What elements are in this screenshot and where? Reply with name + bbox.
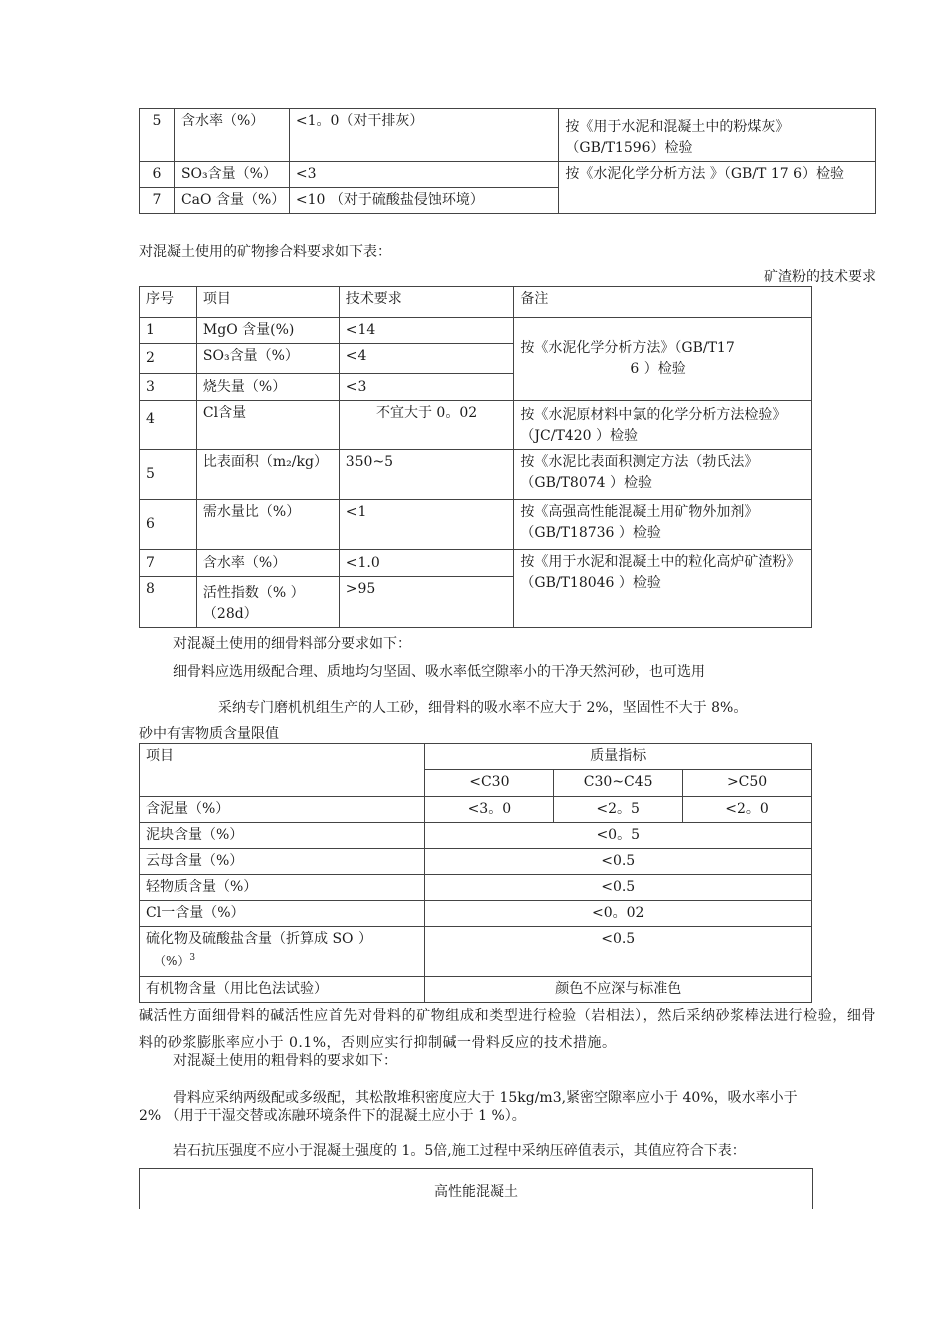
table-cell: SO₃含量（%） (174, 162, 289, 188)
table-cell (140, 927, 425, 977)
table-cell: 烧失量（%） (196, 374, 339, 401)
coarse-p1: 骨料应采纳两级配或多级配，其松散堆积密度应大于 15kg/m3,紧密空隙率应小于 40%，吸水率小于 (173, 1090, 798, 1106)
table-header: 技术要求 (339, 287, 514, 318)
table-cell: 8 (140, 577, 197, 628)
sulfide-item-2 (146, 950, 418, 969)
table-cell: 颜色不应深与标准色 (425, 977, 812, 1003)
coarse-p1b: 2% （用于干湿交替或冻融环境条件下的混凝土应小于 1 %）。 (139, 1108, 526, 1124)
table-cell: SO₃含量（%） (196, 344, 339, 374)
table-cell: 2 (140, 344, 197, 374)
table-cell: 按《水泥比表面积测定方法（勃氏法》（GB/T8074 ）检验 (514, 450, 812, 500)
table-cell: 7 (140, 188, 175, 214)
slag-caption: 矿渣粉的技术要求 (764, 269, 876, 285)
sulfide-item: 硫化物及硫酸盐含量（折算成 SO ） (146, 931, 372, 947)
table-cell: 不宜大于 0。02 (339, 401, 514, 450)
note-line: 6 ）检验 (630, 361, 686, 377)
table-cell: 3 (140, 374, 197, 401)
table-cell: 泥块含量（%） (140, 823, 425, 849)
table-cell: <3。0 (425, 797, 554, 823)
fine-agg-p1: 细骨料应选用级配合理、质地均匀坚固、吸水率低空隙率小的干净天然河砂，也可选用 (173, 664, 705, 680)
table-cell: <0.5 (425, 849, 812, 875)
table-cell: CaO 含量（%） (174, 188, 289, 214)
table-cell: <4 (339, 344, 514, 374)
table-cell: 按《用于水泥和混凝土中的粒化高炉矿渣粉》（GB/T18046 ）检验 (514, 550, 812, 628)
grade-header: <C30 (425, 770, 554, 797)
table-cell: <1 (339, 500, 514, 550)
slag-table (139, 286, 812, 628)
table-cell: 含水率（%） (174, 109, 289, 162)
table-cell: 需水量比（%） (196, 500, 339, 550)
table-cell: 按《高强高性能混凝土用矿物外加剂》（GB/T18736 ）检验 (514, 500, 812, 550)
table-cell: 按《水泥原材料中氯的化学分析方法检验》（JC/T420 ）检验 (514, 401, 812, 450)
table-cell: <0。5 (425, 823, 812, 849)
table-cell: 活性指数（% ）（28d） (196, 577, 339, 628)
table-cell: 轻物质含量（%） (140, 875, 425, 901)
table-cell: 4 (140, 401, 197, 450)
table-cell: <14 (339, 318, 514, 344)
table-cell: Cl含量 (196, 401, 339, 450)
table-cell: 5 (140, 450, 197, 500)
table-cell: 含泥量（%） (140, 797, 425, 823)
table-cell: <2。5 (554, 797, 683, 823)
table-cell: Cl一含量（%） (140, 901, 425, 927)
table-header: 项目 (196, 287, 339, 318)
crush-table-title: 高性能混凝土 (434, 1184, 518, 1200)
table-cell: 350~5 (339, 450, 514, 500)
coarse-intro: 对混凝土使用的粗骨料的要求如下： (173, 1053, 397, 1069)
table-cell: 云母含量（%） (140, 849, 425, 875)
table-header: 项目 (140, 744, 425, 797)
table-cell: 按《水泥化学分析方法 》（GB/T 17 6）检验 (559, 162, 876, 214)
flyash-table (139, 108, 876, 214)
table-cell: <1.0 (339, 550, 514, 577)
table-cell: <0。02 (425, 901, 812, 927)
table-cell: 7 (140, 550, 197, 577)
crush-table (139, 1168, 813, 1209)
table-cell: 5 (140, 109, 175, 162)
table-cell: <3 (339, 374, 514, 401)
note-line: 按《水泥化学分析方法》（GB/T17 (520, 340, 735, 356)
coarse-p2: 岩石抗压强度不应小于混凝土强度的 1。5倍,施工过程中采纳压碎值表示，其值应符合下表： (173, 1143, 746, 1159)
fine-agg-intro: 对混凝土使用的细骨料部分要求如下： (173, 636, 411, 652)
table-cell: <0.5 (425, 927, 812, 977)
table-cell: >95 (339, 577, 514, 628)
table-header: 序号 (140, 287, 197, 318)
sulfide-unit: （%） (154, 954, 190, 968)
table-cell: 6 (140, 500, 197, 550)
table-cell: 有机物含量（用比色法试验） (140, 977, 425, 1003)
table-cell: MgO 含量(%) (196, 318, 339, 344)
table-header: 备注 (514, 287, 812, 318)
table-cell: <3 (289, 162, 559, 188)
grade-header: >C50 (683, 770, 812, 797)
sulfide-sup: 3 (189, 953, 196, 963)
table-cell: <10 （对于硫酸盐侵蚀环境） (289, 188, 559, 214)
table-cell: 含水率（%） (196, 550, 339, 577)
alkali-text: 碱活性方面细骨料的碱活性应首先对骨料的矿物组成和类型进行检验（岩相法），然后采纳砂浆棒法进行检验，细骨料的砂浆膨胀率应小于 0.1%，否则应实行抑制碱一骨料反应的技术措施。 (139, 1008, 876, 1051)
table-cell (514, 318, 812, 401)
fine-agg-p2: 采纳专门磨机机组生产的人工砂，细骨料的吸水率不应大于 2%，坚固性不大于 8%。 (218, 700, 748, 716)
sand-table (139, 743, 812, 1003)
table-cell: <2。0 (683, 797, 812, 823)
table-cell: 1 (140, 318, 197, 344)
table-cell: <1。0（对干排灰） (289, 109, 559, 162)
sand-caption: 砂中有害物质含量限值 (139, 726, 279, 742)
table-header: 质量指标 (425, 744, 812, 770)
table-cell: 比表面积（m₂/kg） (196, 450, 339, 500)
grade-header: C30~C45 (554, 770, 683, 797)
table-cell: 6 (140, 162, 175, 188)
table-cell: 按《用于水泥和混凝土中的粉煤灰》（GB/T1596）检验 (559, 109, 876, 162)
table-cell: <0.5 (425, 875, 812, 901)
mineral-intro: 对混凝土使用的矿物掺合料要求如下表： (139, 244, 391, 260)
